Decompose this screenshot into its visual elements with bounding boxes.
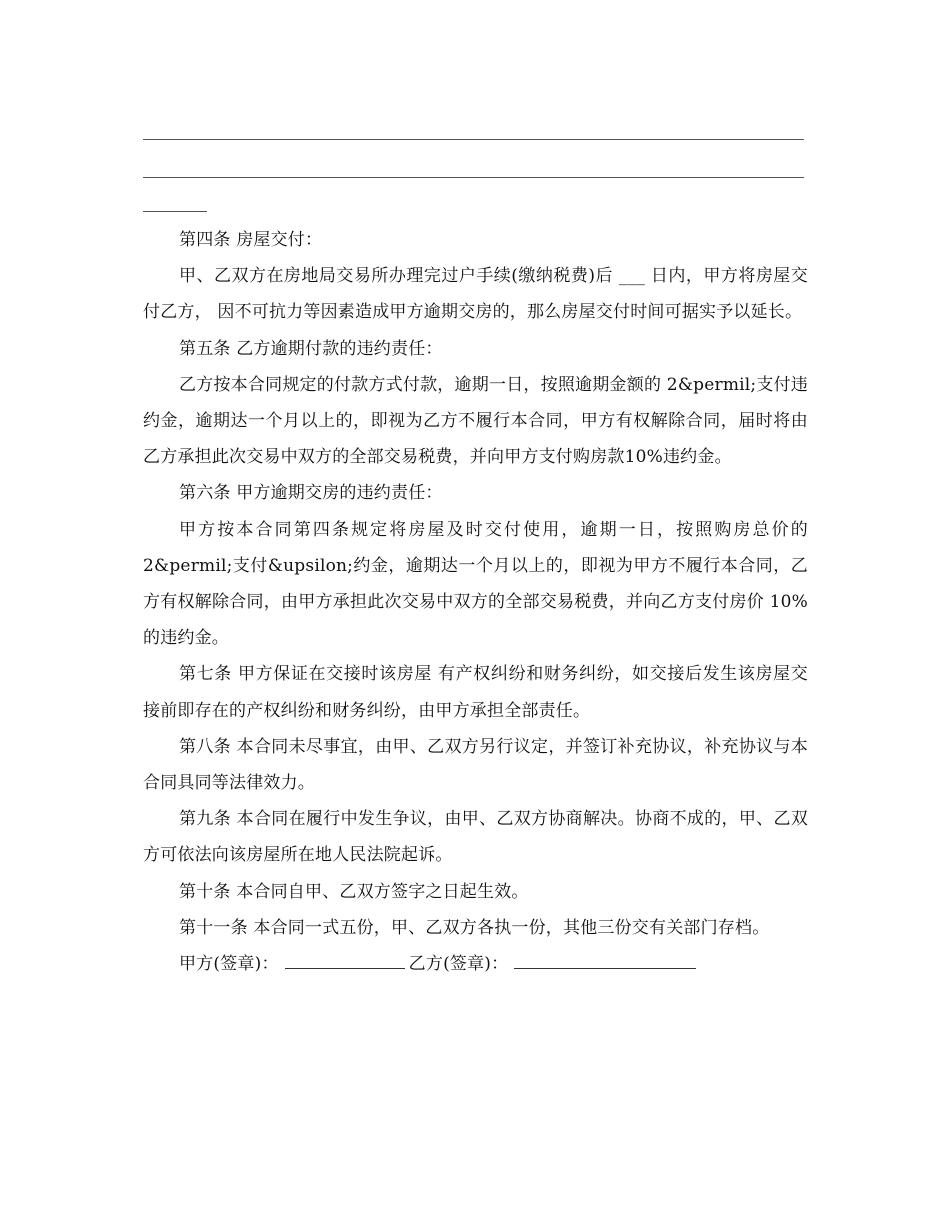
blank-fill-line-end <box>143 211 207 212</box>
article-5-text: 乙方按本合同规定的付款方式付款，逾期一日，按照逾期金额的 2&permil;支付违约金，逾期达一个月以上的，即视为乙方不履行本合同，甲方有权解除合同，届时将由乙方承担此次交易中双方的全部交易税费，并向甲方支付购房款10%违约金。 <box>143 374 808 468</box>
party-a-signature-label: 甲方(签章)： <box>179 954 279 975</box>
article-10-text: 第十条 本合同自甲、乙双方签字之日起生效。 <box>179 881 529 902</box>
signature-line <box>143 946 808 982</box>
article-7-text: 第七条 甲方保证在交接时该房屋 有产权纠纷和财务纠纷，如交接后发生该房屋交接前即存在的产权纠纷和财务纠纷，由甲方承担全部责任。 <box>143 664 808 721</box>
article-8-text: 第八条 本合同未尽事宜，由甲、乙双方另行议定，并签订补充协议，补充协议与本合同具同等法律效力。 <box>143 736 808 794</box>
article-4-text: 甲、乙双方在房地局交易所办理完过户手续(缴纳税费)后 ___ 日内，甲方将房屋交付乙方， 因不可抗力等因素造成甲方逾期交房的，那么房屋交付时间可据实予以延长。 <box>143 266 808 323</box>
article-9-text: 第九条 本合同在履行中发生争议，由甲、乙双方协商解决。协商不成的，甲、乙双方可依法向该房屋所在地人民法院起诉。 <box>143 809 808 866</box>
party-a-signature-field[interactable] <box>285 967 405 969</box>
article-6-text: 甲方按本合同第四条规定将房屋及时交付使用，逾期一日，按照购房总价的 2&permil;支付&upsilon;约金，逾期达一个月以上的，即视为甲方不履行本合同，乙方有权解除合同，由甲方承担此次交易中双方的全部交易税费，并向乙方支付房价 10%的违约金。 <box>143 519 808 649</box>
article-6-heading: 第六条 甲方逾期交房的违约责任： <box>179 483 443 504</box>
article-5-heading: 第五条 乙方逾期付款的违约责任： <box>179 338 443 359</box>
party-b-signature-field[interactable] <box>514 967 696 969</box>
article-4-heading: 第四条 房屋交付： <box>179 230 323 250</box>
article-11-text: 第十一条 本合同一式五份，甲、乙双方各执一份，其他三份交有关部门存档。 <box>179 917 770 938</box>
party-b-signature-label: 乙方(签章)： <box>408 954 509 975</box>
contract-body <box>143 222 808 982</box>
blank-fill-line <box>143 139 804 140</box>
blank-fill-line <box>143 177 804 178</box>
